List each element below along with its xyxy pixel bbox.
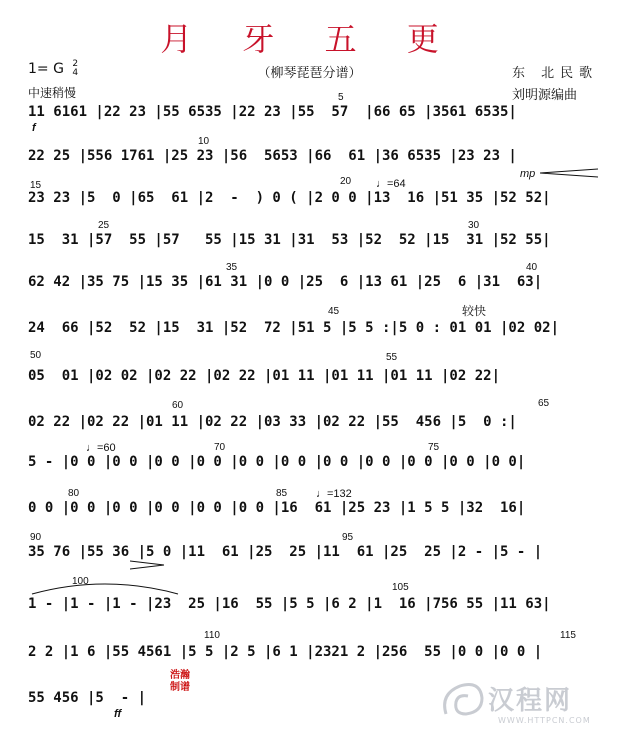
score-line-8: 02 22 |02 22 |01 11 |02 22 |03 33 |02 22 |55 456 |5 0 :| <box>28 414 517 430</box>
score-line-4: 15 31 |57 55 |57 55 |15 31 |31 53 |52 52 |15 31 |52 55| <box>28 232 551 248</box>
measure-number: 110 <box>204 630 220 641</box>
time-denominator: 4 <box>72 68 79 78</box>
measure-number: 65 <box>538 398 550 409</box>
tempo-marking: 中速稍慢 <box>28 86 77 100</box>
measure-number: 90 <box>30 532 42 543</box>
origin-label: 东 北民歌 <box>512 66 599 81</box>
metronome-marking: ♩=60 <box>86 442 116 454</box>
dynamic-marking: mp <box>520 168 536 180</box>
watermark-url: WWW.HTTPCN.COM <box>498 716 591 725</box>
measure-number: 45 <box>328 306 340 317</box>
dynamic-marking: f <box>32 122 36 134</box>
score-line-2: 22 25 |556 1761 |25 23 |56 5653 |66 61 |36 6535 |23 23 | <box>28 148 517 164</box>
metronome-marking: ♩=64 <box>376 178 406 190</box>
measure-number: 40 <box>526 262 538 273</box>
measure-number: 15 <box>30 180 42 191</box>
measure-number: 105 <box>392 582 409 593</box>
score-line-13: 2 2 |1 6 |55 4561 |5 5 |2 5 |6 1 |2321 2 |256 55 |0 0 |0 0 | <box>28 644 543 660</box>
time-numerator: 2 <box>72 59 79 69</box>
measure-number: 30 <box>468 220 480 231</box>
measure-number: 10 <box>198 136 210 147</box>
arranger-label: 刘明源编曲 <box>512 88 578 103</box>
measure-number: 100 <box>72 576 89 587</box>
site-watermark <box>438 676 608 732</box>
score-line-14: 55 456 |5 - | <box>28 690 147 706</box>
measure-number: 85 <box>276 488 288 499</box>
decrescendo-icon <box>130 560 166 570</box>
stamp-line-1: 浩瀚 <box>170 670 190 681</box>
measure-number: 75 <box>428 442 440 453</box>
slur-icon <box>30 580 180 596</box>
measure-number: 20 <box>340 176 352 187</box>
score-line-3: 23 23 |5 0 |65 61 |2 - ) 0 ( |2 0 0 |13 16 |51 35 |52 52| <box>28 190 551 206</box>
key-label: 1= G <box>28 61 64 77</box>
page-title: 月 牙 五 更 <box>160 20 459 58</box>
score-line-5: 62 42 |35 75 |15 35 |61 31 |0 0 |25 6 |13 61 |25 6 |31 63| <box>28 274 543 290</box>
measure-number: 115 <box>560 630 576 641</box>
score-line-7: 05 01 |02 02 |02 22 |02 22 |01 11 |01 11 |01 11 |02 22| <box>28 368 501 384</box>
measure-number: 55 <box>386 352 398 363</box>
score-line-1: 11 6161 |22 23 |55 6535 |22 23 |55 57 |66 65 |3561 6535| <box>28 104 517 120</box>
score-line-10: 0 0 |0 0 |0 0 |0 0 |0 0 |0 0 |16 61 |25 23 |1 5 5 |32 16| <box>28 500 526 516</box>
watermark-text: 汉程网 <box>488 686 573 716</box>
arranger-stamp <box>160 670 200 694</box>
subtitle: （柳琴琵琶分谱） <box>257 66 362 81</box>
measure-number: 80 <box>68 488 80 499</box>
score-line-11: 35 76 |55 36 |5 0 |11 61 |25 25 |11 61 |25 25 |2 - |5 - | <box>28 544 543 560</box>
score-line-6: 24 66 |52 52 |15 31 |52 72 |51 5 |5 5 :|5 0 : 01 01 |02 02| <box>28 320 560 336</box>
swirl-logo-icon <box>438 676 488 726</box>
measure-number: 35 <box>226 262 238 273</box>
tempo-change-marking: 较快 <box>462 304 487 318</box>
measure-number: 60 <box>172 400 184 411</box>
score-line-12: 1 - |1 - |1 - |23 25 |16 55 |5 5 |6 2 |1 16 |756 55 |11 63| <box>28 596 551 612</box>
measure-number: 5 <box>338 92 344 103</box>
measure-number: 70 <box>214 442 226 453</box>
metronome-marking: ♩=132 <box>316 488 352 500</box>
score-line-9: 5 - |0 0 |0 0 |0 0 |0 0 |0 0 |0 0 |0 0 |0 0 |0 0 |0 0 |0 0| <box>28 454 526 470</box>
dynamic-marking: ff <box>114 708 122 720</box>
crescendo-icon <box>540 168 600 178</box>
measure-number: 50 <box>30 350 42 361</box>
measure-number: 95 <box>342 532 354 543</box>
measure-number: 25 <box>98 220 110 231</box>
stamp-line-2: 制谱 <box>170 682 190 693</box>
